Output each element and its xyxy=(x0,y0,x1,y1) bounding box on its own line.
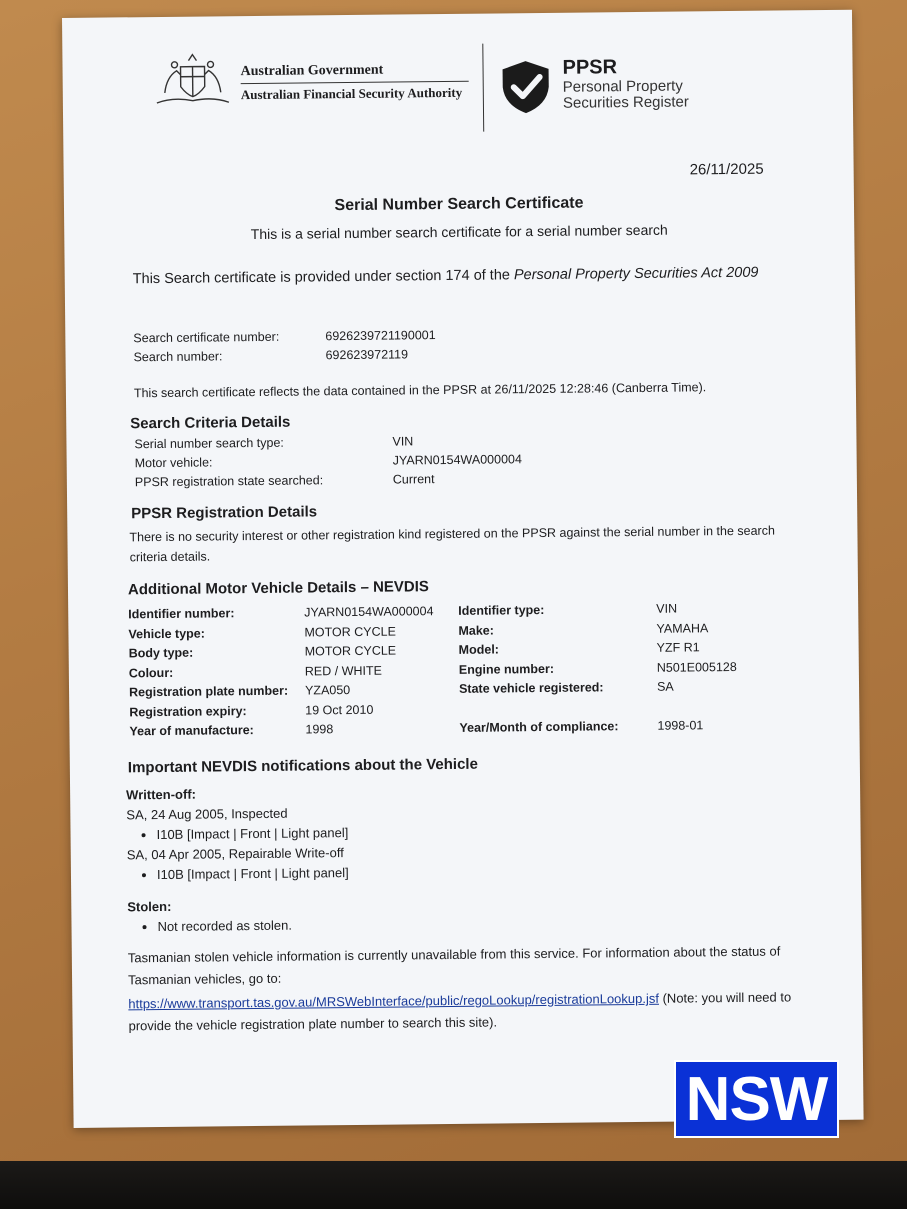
nevdis-value: 1998 xyxy=(305,722,334,737)
nevdis-key: Body type: xyxy=(128,645,194,661)
written-off-detail: • I10B [Impact | Front | Light panel] xyxy=(156,823,348,845)
criteria-details xyxy=(134,431,522,492)
notifications-list xyxy=(126,783,349,937)
nevdis-value: YAMAHA xyxy=(656,620,709,636)
nevdis-key: Identifier type: xyxy=(458,602,545,618)
criteria-value: VIN xyxy=(392,434,414,449)
nevdis-key: Vehicle type: xyxy=(128,626,205,641)
certificate-title: Serial Number Search Certificate xyxy=(334,194,584,215)
nevdis-value: MOTOR CYCLE xyxy=(304,624,396,639)
criteria-key: Motor vehicle: xyxy=(134,455,213,471)
nevdis-heading: Additional Motor Vehicle Details – NEVDIS xyxy=(127,578,429,599)
nevdis-value: 1998-01 xyxy=(657,718,704,733)
stolen-detail: • Not recorded as stolen. xyxy=(157,915,349,937)
header-divider xyxy=(482,44,484,132)
certificate-paper xyxy=(62,10,864,1128)
ppsr-line-2: Securities Register xyxy=(562,93,689,112)
gov-line-2: Australian Financial Security Authority xyxy=(240,84,463,103)
criteria-heading: Search Criteria Details xyxy=(130,413,291,433)
nsw-logo: NSW xyxy=(674,1060,839,1138)
nevdis-right-column xyxy=(458,599,737,738)
certificate-date: 26/11/2025 xyxy=(689,160,764,179)
tasmania-paragraph xyxy=(128,940,819,1037)
nevdis-key: Registration expiry: xyxy=(129,703,247,719)
tasmania-note: (Note: you will need to provide the vehicle registration plate number to search this site). xyxy=(128,989,792,1034)
certificate-numbers xyxy=(133,326,436,367)
ppsr-line-1: Personal Property xyxy=(562,77,683,96)
reflects-text: This search certificate reflects the data contained in the PPSR at 26/11/2025 12:28:46 (Canberra Time). xyxy=(133,380,707,401)
nevdis-value: YZF R1 xyxy=(656,640,700,655)
provided-under-paragraph xyxy=(133,262,793,289)
ppsr-shield-icon xyxy=(498,59,553,116)
coat-of-arms-icon xyxy=(152,52,233,109)
nevdis-value: YZA050 xyxy=(304,683,351,698)
criteria-value: Current xyxy=(392,472,435,487)
nevdis-key: State vehicle registered: xyxy=(458,680,604,696)
nevdis-value: JYARN0154WA000004 xyxy=(304,604,434,620)
tasmania-lookup-link[interactable]: https://www.transport.tas.gov.au/MRSWebInterface/public/regoLookup/registrationLookup.jsf xyxy=(128,990,660,1012)
search-number-label: Search number: xyxy=(133,349,223,365)
gov-line-1: Australian Government xyxy=(240,62,468,84)
stolen-label: Stolen: xyxy=(127,898,172,915)
written-off-event: SA, 24 Aug 2005, Inspected xyxy=(126,805,288,823)
desk-edge xyxy=(0,1161,907,1209)
nevdis-value: MOTOR CYCLE xyxy=(304,643,397,659)
nevdis-key: Registration plate number: xyxy=(128,683,289,700)
notifications-heading: Important NEVDIS notifications about the Vehicle xyxy=(127,755,478,777)
nevdis-value: N501E005128 xyxy=(656,659,737,675)
nevdis-details xyxy=(128,599,768,739)
criteria-value: JYARN0154WA000004 xyxy=(392,452,522,468)
nevdis-key: Make: xyxy=(458,623,494,638)
nevdis-key xyxy=(459,710,657,712)
registration-text: There is no security interest or other registration kind registered on the PPSR against the serial number in the search criteria details. xyxy=(129,523,775,565)
criteria-key: Serial number search type: xyxy=(134,435,284,452)
written-off-detail: • I10B [Impact | Front | Light panel] xyxy=(157,863,349,885)
written-off-event: SA, 04 Apr 2005, Repairable Write-off xyxy=(126,845,344,863)
nevdis-key: Colour: xyxy=(128,665,174,680)
nevdis-key: Year of manufacture: xyxy=(129,723,254,739)
nevdis-left-column xyxy=(128,602,435,742)
tasmania-text: Tasmanian stolen vehicle information is currently unavailable from this service. For information about the status of Tasmanian vehicles, go to: xyxy=(127,943,781,988)
nevdis-value: RED / WHITE xyxy=(304,663,383,678)
written-off-label: Written-off: xyxy=(126,786,197,803)
nevdis-value: VIN xyxy=(656,601,678,616)
nevdis-value: SA xyxy=(656,679,674,694)
nevdis-key: Year/Month of compliance: xyxy=(459,719,619,735)
registration-heading: PPSR Registration Details xyxy=(131,503,318,523)
nevdis-key: Identifier number: xyxy=(128,606,235,622)
ppsr-label xyxy=(562,55,688,111)
act-name: Personal Property Securities Act 2009 xyxy=(513,264,759,284)
letterhead xyxy=(152,41,713,127)
search-number-value: 692623972119 xyxy=(325,347,409,363)
provided-text: This Search certificate is provided under section 174 of the xyxy=(132,267,515,288)
cert-number-value: 6926239721190001 xyxy=(325,328,436,344)
nevdis-value: 19 Oct 2010 xyxy=(305,702,374,717)
nevdis-key: Engine number: xyxy=(458,661,555,677)
government-label xyxy=(240,62,468,103)
ppsr-title: PPSR xyxy=(562,56,618,79)
certificate-subtitle: This is a serial number search certificate for a serial number search xyxy=(250,221,668,243)
nevdis-key: Model: xyxy=(458,642,499,657)
criteria-key: PPSR registration state searched: xyxy=(134,473,324,490)
cert-number-label: Search certificate number: xyxy=(133,329,280,346)
